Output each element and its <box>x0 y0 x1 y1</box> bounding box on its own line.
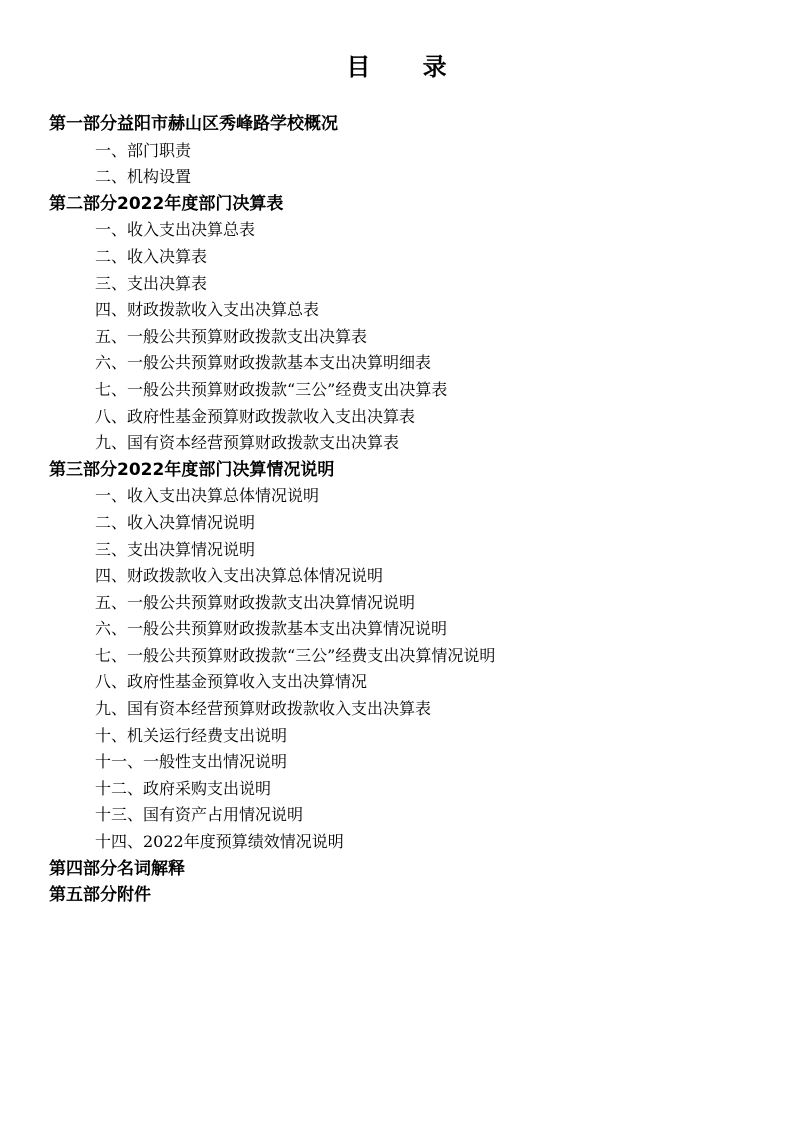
toc-part-heading: 第二部分2022年度部门决算表 <box>49 193 284 214</box>
toc-section-item: 三、支出决算情况说明 <box>95 539 256 559</box>
toc-section-item: 二、收入决算表 <box>95 246 208 266</box>
toc-part-heading: 第三部分2022年度部门决算情况说明 <box>49 459 335 480</box>
page-title: 目 录 <box>346 53 469 81</box>
toc-section-item: 六、一般公共预算财政拨款基本支出决算明细表 <box>95 353 432 373</box>
toc-section-item: 八、政府性基金预算收入支出决算情况 <box>95 672 368 692</box>
table-of-contents <box>49 111 769 909</box>
toc-section-item: 十三、国有资产占用情况说明 <box>95 805 304 825</box>
toc-section-item: 一、收入支出决算总体情况说明 <box>95 486 320 506</box>
toc-section-item: 八、政府性基金预算财政拨款收入支出决算表 <box>95 406 416 426</box>
toc-section-item: 十四、2022年度预算绩效情况说明 <box>95 832 344 852</box>
toc-section-item: 七、一般公共预算财政拨款“三公”经费支出决算表 <box>95 379 448 399</box>
toc-section-item: 五、一般公共预算财政拨款支出决算表 <box>95 326 368 346</box>
toc-part-heading: 第五部分附件 <box>49 885 151 906</box>
toc-section-item: 九、国有资本经营预算财政拨款支出决算表 <box>95 433 400 453</box>
toc-section-item: 十一、一般性支出情况说明 <box>95 752 288 772</box>
toc-section-item: 四、财政拨款收入支出决算总体情况说明 <box>95 566 384 586</box>
toc-section-item: 五、一般公共预算财政拨款支出决算情况说明 <box>95 592 416 612</box>
toc-section-item: 一、部门职责 <box>95 140 192 160</box>
toc-part-heading: 第一部分益阳市赫山区秀峰路学校概况 <box>49 114 338 134</box>
toc-section-item: 十、机关运行经费支出说明 <box>95 725 288 745</box>
toc-section-item: 九、国有资本经营预算财政拨款收入支出决算表 <box>95 699 432 719</box>
toc-section-item: 十二、政府采购支出说明 <box>95 778 272 798</box>
toc-section-item: 一、收入支出决算总表 <box>95 220 256 240</box>
toc-section-item: 七、一般公共预算财政拨款“三公”经费支出决算情况说明 <box>95 645 496 665</box>
toc-part-heading: 第四部分名词解释 <box>49 858 185 879</box>
toc-section-item: 四、财政拨款收入支出决算总表 <box>95 300 320 320</box>
toc-section-item: 六、一般公共预算财政拨款基本支出决算情况说明 <box>95 619 448 639</box>
toc-section-item: 三、支出决算表 <box>95 273 208 293</box>
toc-section-item: 二、收入决算情况说明 <box>95 512 256 532</box>
toc-section-item: 二、机构设置 <box>95 167 192 187</box>
